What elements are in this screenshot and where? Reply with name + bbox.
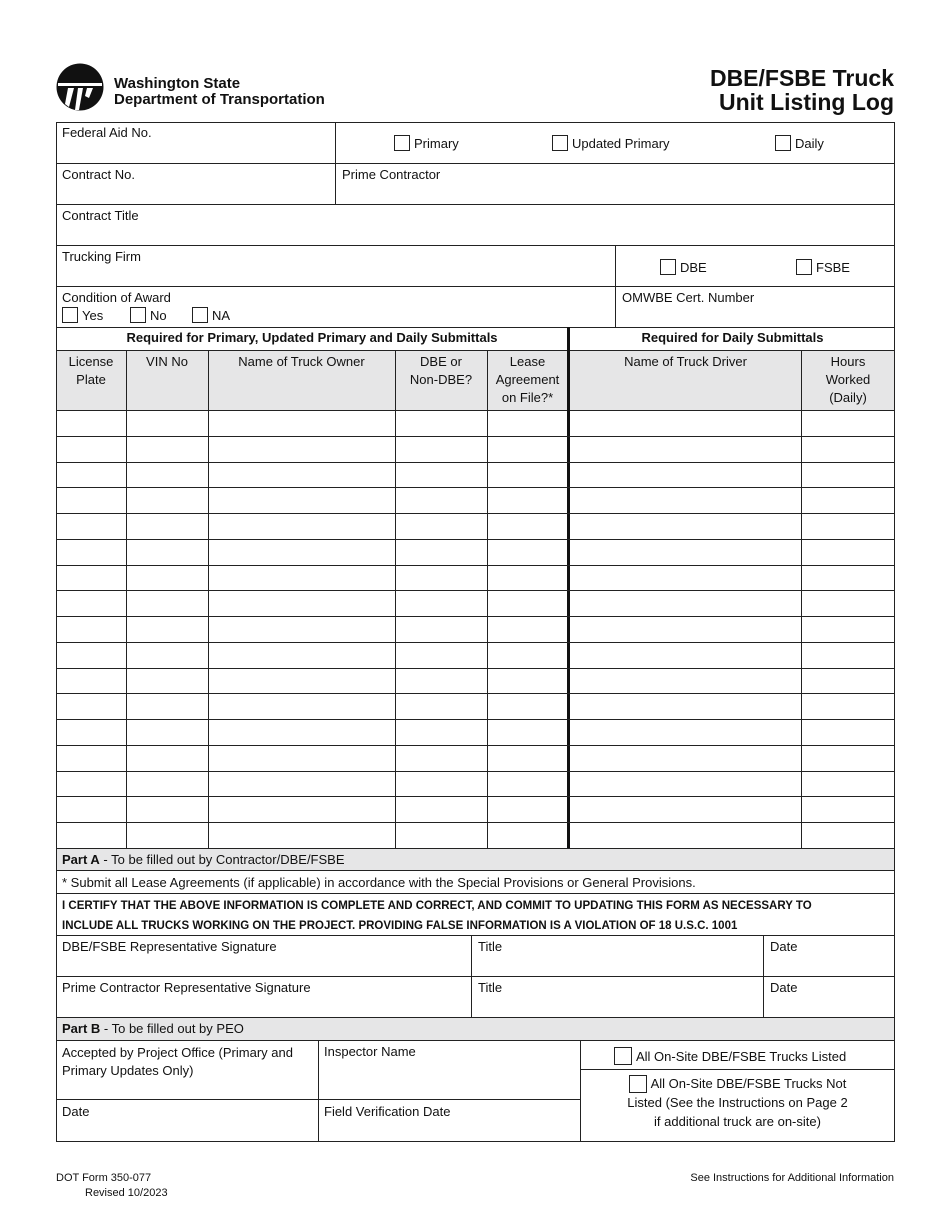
award-yes-label: Yes [82,307,104,323]
cell-truck-owner[interactable] [209,823,394,848]
prime-signature-label: Prime Contractor Representative Signature [62,980,311,995]
cell-truck-driver[interactable] [570,797,800,822]
cell-vin-no[interactable] [127,540,207,565]
table-row [56,796,895,822]
cell-lease-agreement[interactable] [488,591,568,616]
prime-contractor-label: Prime Contractor [342,167,441,182]
cell-truck-driver[interactable] [570,694,800,719]
cell-license-plate[interactable] [57,411,125,436]
cell-truck-owner[interactable] [209,488,394,513]
fsbe-label: FSBE [816,259,850,275]
cell-truck-driver[interactable] [570,617,800,642]
table-row [56,436,895,462]
form-number: DOT Form 350-077 Revised 10/2023 [56,1172,168,1199]
dbe-date-label: Date [770,939,798,954]
condition-of-award-label: Condition of Award [62,290,171,305]
table-row [56,410,895,436]
cell-license-plate[interactable] [57,797,125,822]
cell-license-plate[interactable] [57,643,125,668]
part-b-title: Part B [62,1021,101,1036]
accepted-by-label: Accepted by Project Office (Primary and Primary Updates Only) [62,1045,293,1078]
cell-hours-worked[interactable] [802,746,894,771]
col-truck-driver: Name of Truck Driver [624,354,747,369]
dbe-signature-label: DBE/FSBE Representative Signature [62,939,277,954]
cell-dbe-status[interactable] [396,463,486,488]
daily-checkbox[interactable] [775,135,791,151]
cell-dbe-status[interactable] [396,540,486,565]
primary-option[interactable] [394,135,459,151]
col-license-plate: License Plate [68,354,114,387]
cell-license-plate[interactable] [57,617,125,642]
cell-vin-no[interactable] [127,488,207,513]
award-no-option[interactable] [130,307,167,323]
cell-vin-no[interactable] [127,669,207,694]
cell-lease-agreement[interactable] [488,488,568,513]
cell-vin-no[interactable] [127,823,207,848]
cell-hours-worked[interactable] [802,617,894,642]
all-listed-label: All On-Site DBE/FSBE Trucks Listed [636,1048,847,1064]
not-listed-line1: All On-Site DBE/FSBE Trucks Not [650,1076,847,1091]
cell-license-plate[interactable] [57,669,125,694]
cell-lease-agreement[interactable] [488,437,568,462]
cell-hours-worked[interactable] [802,669,894,694]
wsdot-logo-icon [56,62,104,112]
federal-aid-label: Federal Aid No. [62,125,152,140]
award-no-label: No [150,307,167,323]
certification-statement: I CERTIFY THAT THE ABOVE INFORMATION IS COMPLETE AND CORRECT, AND COMMIT TO UPDATING THIS FORM AS NECESSARY TO INCLUDE ALL TRUCKS WORKING ON THE PROJECT. PROVIDING FALSE INFORMATION IS A VIOLATION OF 18 U.S.C. 1001 [62,900,812,932]
cell-vin-no[interactable] [127,720,207,745]
cell-lease-agreement[interactable] [488,669,568,694]
col-dbe-or-non-dbe: DBE or Non-DBE? [409,354,473,387]
cell-lease-agreement[interactable] [488,411,568,436]
org-line2: Department of Transportation [114,91,325,108]
cell-truck-owner[interactable] [209,540,394,565]
table-row [56,616,895,642]
daily-label: Daily [795,135,824,151]
cell-vin-no[interactable] [127,514,207,539]
wsdot-logo [56,62,376,112]
dbe-option[interactable] [660,259,707,275]
cell-hours-worked[interactable] [802,566,894,591]
cell-truck-driver[interactable] [570,720,800,745]
cell-truck-owner[interactable] [209,463,394,488]
award-na-label: NA [212,307,231,323]
dbe-label: DBE [680,259,707,275]
cell-license-plate[interactable] [57,746,125,771]
cell-hours-worked[interactable] [802,720,894,745]
fsbe-option[interactable] [796,259,850,275]
cell-vin-no[interactable] [127,694,207,719]
inspector-name-label: Inspector Name [324,1044,416,1059]
updated-primary-option[interactable] [552,135,670,151]
cell-truck-owner[interactable] [209,617,394,642]
table-row [56,745,895,771]
cell-dbe-status[interactable] [396,591,486,616]
cell-truck-driver[interactable] [570,643,800,668]
cell-truck-owner[interactable] [209,437,394,462]
cell-lease-agreement[interactable] [488,643,568,668]
not-listed-line2: Listed (See the Instructions on Page 2 [627,1095,848,1110]
col-lease-agreement: Lease Agreement on File?* [495,354,560,405]
contract-title-label: Contract Title [62,208,139,223]
omwbe-cert-label: OMWBE Cert. Number [622,290,755,305]
cell-truck-owner[interactable] [209,669,394,694]
cell-license-plate[interactable] [57,772,125,797]
table-row [56,668,895,694]
cell-hours-worked[interactable] [802,694,894,719]
cell-hours-worked[interactable] [802,591,894,616]
cell-license-plate[interactable] [57,591,125,616]
table-left-section-header: Required for Primary, Updated Primary and Daily Submittals [126,330,498,345]
cell-dbe-status[interactable] [396,514,486,539]
fsbe-checkbox[interactable] [796,259,812,275]
cell-hours-worked[interactable] [802,797,894,822]
cell-lease-agreement[interactable] [488,540,568,565]
part-a-header [62,852,345,868]
cell-truck-owner[interactable] [209,643,394,668]
award-na-checkbox[interactable] [192,307,208,323]
cell-truck-owner[interactable] [209,694,394,719]
cell-truck-driver[interactable] [570,514,800,539]
part-b-date-label: Date [62,1104,90,1119]
cell-vin-no[interactable] [127,617,207,642]
cell-hours-worked[interactable] [802,643,894,668]
part-b-subtitle: - To be filled out by PEO [100,1021,244,1036]
cell-license-plate[interactable] [57,694,125,719]
cell-vin-no[interactable] [127,591,207,616]
cell-truck-owner[interactable] [209,746,394,771]
cell-dbe-status[interactable] [396,411,486,436]
table-row [56,771,895,797]
cell-dbe-status[interactable] [396,797,486,822]
dbe-title-label: Title [478,939,503,954]
prime-title-label: Title [478,980,503,995]
cell-truck-driver[interactable] [570,772,800,797]
cell-lease-agreement[interactable] [488,746,568,771]
cell-dbe-status[interactable] [396,694,486,719]
table-row [56,487,895,513]
org-name [114,76,325,108]
cell-lease-agreement[interactable] [488,797,568,822]
cell-license-plate[interactable] [57,720,125,745]
table-row [56,693,895,719]
form-title-line2: Unit Listing Log [718,89,894,115]
cell-truck-owner[interactable] [209,591,394,616]
field-verification-date-label: Field Verification Date [324,1104,451,1119]
award-no-checkbox[interactable] [130,307,146,323]
not-listed-line3: if additional truck are on-site) [654,1114,821,1129]
cell-dbe-status[interactable] [396,437,486,462]
cell-lease-agreement[interactable] [488,566,568,591]
form-title-line1: DBE/FSBE Truck [709,65,894,91]
cell-hours-worked[interactable] [802,823,894,848]
cell-license-plate[interactable] [57,463,125,488]
updated-primary-label: Updated Primary [572,135,670,151]
table-row [56,822,895,848]
cell-lease-agreement[interactable] [488,694,568,719]
all-listed-option[interactable] [614,1047,846,1065]
cell-lease-agreement[interactable] [488,514,568,539]
award-yes-checkbox[interactable] [62,307,78,323]
table-row [56,565,895,591]
cell-hours-worked[interactable] [802,463,894,488]
cell-hours-worked[interactable] [802,540,894,565]
not-listed-option[interactable] [580,1074,895,1131]
form-title [710,66,894,114]
cell-truck-driver[interactable] [570,591,800,616]
cell-vin-no[interactable] [127,411,207,436]
cell-truck-owner[interactable] [209,772,394,797]
cell-license-plate[interactable] [57,488,125,513]
all-listed-checkbox[interactable] [614,1047,632,1065]
cell-dbe-status[interactable] [396,746,486,771]
primary-label: Primary [414,135,459,151]
cell-dbe-status[interactable] [396,823,486,848]
cell-dbe-status[interactable] [396,643,486,668]
cell-truck-driver[interactable] [570,746,800,771]
cell-vin-no[interactable] [127,797,207,822]
cell-license-plate[interactable] [57,540,125,565]
table-row [56,539,895,565]
cell-truck-owner[interactable] [209,411,394,436]
award-na-option[interactable] [192,307,230,323]
table-right-section-header: Required for Daily Submittals [641,330,824,345]
cell-hours-worked[interactable] [802,514,894,539]
cell-hours-worked[interactable] [802,437,894,462]
cell-hours-worked[interactable] [802,411,894,436]
cell-dbe-status[interactable] [396,772,486,797]
cell-license-plate[interactable] [57,514,125,539]
part-b-header [62,1021,244,1037]
award-yes-option[interactable] [62,307,103,323]
cell-dbe-status[interactable] [396,566,486,591]
daily-option[interactable] [775,135,824,151]
part-a-subtitle: - To be filled out by Contractor/DBE/FSBE [99,852,345,867]
cell-truck-owner[interactable] [209,797,394,822]
dbe-checkbox[interactable] [660,259,676,275]
table-row [56,719,895,745]
cell-truck-driver[interactable] [570,463,800,488]
cell-truck-owner[interactable] [209,514,394,539]
cell-truck-driver[interactable] [570,566,800,591]
cell-truck-driver[interactable] [570,669,800,694]
cell-dbe-status[interactable] [396,617,486,642]
cell-dbe-status[interactable] [396,720,486,745]
cell-license-plate[interactable] [57,437,125,462]
cell-hours-worked[interactable] [802,488,894,513]
cell-truck-driver[interactable] [570,488,800,513]
cell-dbe-status[interactable] [396,669,486,694]
cell-truck-driver[interactable] [570,411,800,436]
cell-truck-owner[interactable] [209,720,394,745]
cell-lease-agreement[interactable] [488,463,568,488]
col-truck-owner: Name of Truck Owner [238,354,365,369]
cell-vin-no[interactable] [127,746,207,771]
table-row [56,462,895,488]
org-line1: Washington State [114,75,241,92]
lease-note: * Submit all Lease Agreements (if applicable) in accordance with the Special Provisions or General Provisions. [62,875,696,890]
col-vin-no: VIN No [146,354,188,369]
table-row [56,513,895,539]
updated-primary-checkbox[interactable] [552,135,568,151]
cell-vin-no[interactable] [127,437,207,462]
prime-date-label: Date [770,980,798,995]
table-row [56,642,895,668]
cell-license-plate[interactable] [57,566,125,591]
cell-truck-driver[interactable] [570,540,800,565]
cell-truck-owner[interactable] [209,566,394,591]
cell-lease-agreement[interactable] [488,617,568,642]
contract-no-label: Contract No. [62,167,135,182]
primary-checkbox[interactable] [394,135,410,151]
part-a-title: Part A [62,852,100,867]
cell-vin-no[interactable] [127,772,207,797]
cell-hours-worked[interactable] [802,772,894,797]
cell-dbe-status[interactable] [396,488,486,513]
not-listed-checkbox[interactable] [629,1075,647,1093]
cell-lease-agreement[interactable] [488,823,568,848]
cell-vin-no[interactable] [127,463,207,488]
cell-vin-no[interactable] [127,643,207,668]
instructions-note: See Instructions for Additional Information [690,1172,894,1184]
cell-truck-driver[interactable] [570,823,800,848]
cell-vin-no[interactable] [127,566,207,591]
cell-license-plate[interactable] [57,823,125,848]
cell-truck-driver[interactable] [570,437,800,462]
cell-lease-agreement[interactable] [488,720,568,745]
col-hours-worked: Hours Worked (Daily) [825,354,871,405]
trucking-firm-label: Trucking Firm [62,249,141,264]
cell-lease-agreement[interactable] [488,772,568,797]
table-row [56,590,895,616]
